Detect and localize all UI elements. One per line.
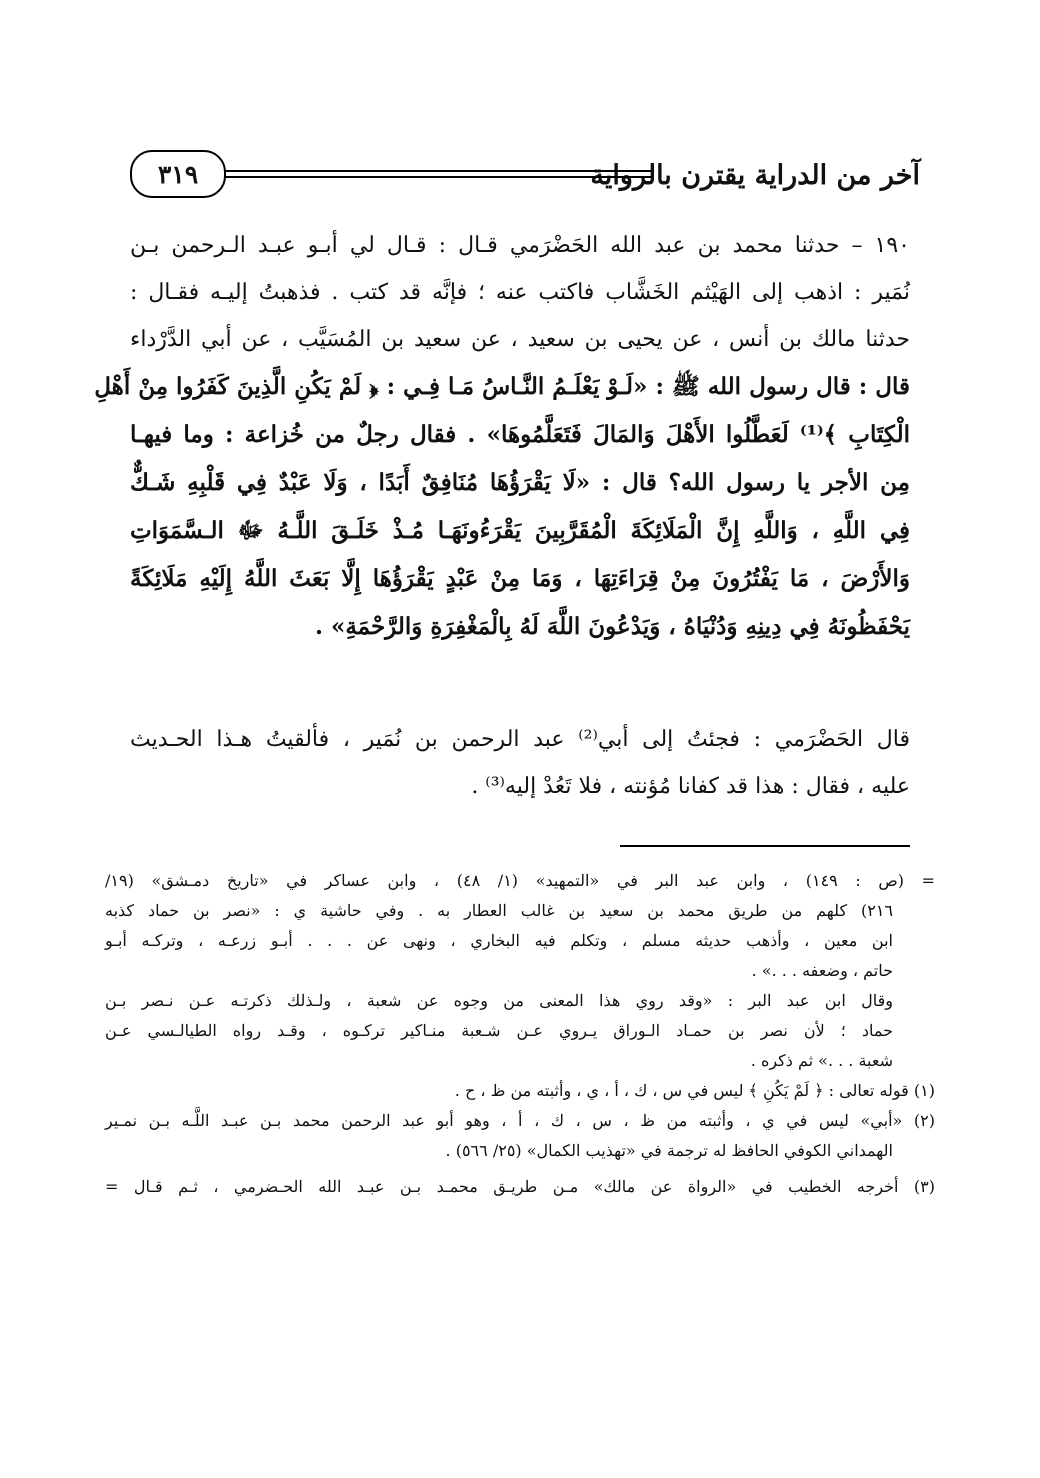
text-line: مِن الأجر يا رسول الله؟ قال : «لَا يَقْرَؤُهَا مُنَافِقٌ أَبَدًا ، وَلَا عَبْدٌ فِي قَلْبِهِ شَـكٌّ (130, 469, 910, 496)
page-header (120, 150, 920, 206)
text-line: قال الحَضْرَمي : فجئتُ إلى أبي⁽²⁾ عبد الرحمن بن نُمَير ، فألقيتُ هـذا الحـديث (130, 727, 910, 752)
hadith-text (94, 222, 910, 651)
text-line: يَحْفَظُونَهُ فِي دِينِهِ وَدُنْيَاهُ ، وَيَدْعُونَ اللَّهَ لَهُ بِالْمَغْفِرَةِ وَالرَّحْمَةِ» . (314, 613, 910, 640)
footnote-separator (620, 845, 910, 847)
text-line: قال : قال رسول الله ﷺ : «لَـوْ يَعْلَـمُ النَّـاسُ مَـا فِـي : ﴿ لَمْ يَكُنِ الَّذِينَ كَفَرُوا مِنْ أَهْلِ (94, 373, 910, 400)
footnote-2: (٢) «أبي» ليس في ي ، وأثبته من ظ ، س ، ك ، أ ، وهو أبو عبد الرحمن محمد بـن عبـد اللَّـه بـن نمـير (105, 1111, 935, 1130)
text-line: الْكِتَابِ ﴾⁽¹⁾ لَعَطَّلُوا الأَهْلَ وَالمَالَ فَتَعَلَّمُوهَا» . فقال رجلٌ من خُزاعة : وما فيهـا (130, 421, 910, 448)
footnote-line: حاتم ، وضعفه . . .» . (751, 961, 893, 980)
footnote-line: حماد ؛ لأن نصر بن حمـاد الـوراق يـروي عـن شـعبة منـاكير تركـوه ، وقـد رواه الطيالـسي عـن (105, 1021, 893, 1040)
footnote-line: شعبة . . .» ثم ذكره . (750, 1051, 893, 1070)
footnote-line: وقال ابن عبد البر : «وقد روي هذا المعنى من وجوه عن شعبة ، ولـذلك ذكرتـه عـن نـصر بـن (105, 991, 893, 1010)
footnote-1: (١) قوله تعالى : ﴿ لَمْ يَكُنِ ﴾ ليس في س ، ك ، أ ، ي ، وأثبته من ظ ، ح . (454, 1081, 935, 1100)
text-line: ١٩٠ – حدثنا محمد بن عبد الله الحَضْرَمي قـال : قـال لي أبـو عبـد الـرحمن بـن (130, 233, 910, 258)
footnote-line: الهمداني الكوفي الحافظ له ترجمة في «تهذيب الكمال» (٢٥/ ٥٦٦) . (445, 1141, 893, 1160)
text-line: وَالأَرْضَ ، مَا يَفْتُرُونَ مِنْ قِرَاءَتِهَا ، وَمَا مِنْ عَبْدٍ يَقْرَؤُهَا إِلَّا بَعَثَ اللَّهُ إِلَيْهِ مَلَائِكَةً (130, 565, 910, 592)
header-double-rule (216, 170, 652, 178)
footnotes (105, 866, 935, 1202)
text-line: عليه ، فقال : هذا قد كفانا مُؤنته ، فلا تَعُدْ إليه⁽³⁾ . (471, 774, 910, 799)
narrator-paragraph (130, 716, 910, 810)
text-line: نُمَير : اذهب إلى الهَيْثم الخَشَّاب فاكتب عنه ؛ فإنَّه قد كتب . فذهبتُ إليـه فقـال : (130, 280, 910, 305)
footnote-line: ٢١٦) كلهم من طريق محمد بن سعيد بن غالب العطار به . وفي حاشية ي : «نصر بن حماد كذبه (105, 901, 893, 920)
page-number: ٣١٩ (130, 150, 226, 198)
running-title: آخر من الدراية يقترن بالرواية (590, 160, 920, 191)
text-line: فِي اللَّهِ ، وَاللَّهِ إِنَّ الْمَلَائِكَةَ الْمُقَرَّبِينَ يَقْرَءُونَهَـا مُـذْ خَلَـقَ اللَّـهُ ﷻ الـسَّمَوَاتِ (130, 517, 910, 544)
text-line: حدثنا مالك بن أنس ، عن يحيى بن سعيد ، عن سعيد بن المُسَيَّب ، عن أبي الدَّرْداء (130, 327, 910, 352)
footnote-3: (٣) أخرجه الخطيب في «الرواة عن مالك» مـن طريـق محمـد بـن عبـد الله الحـضرمي ، ثـم قـال = (105, 1177, 935, 1196)
footnote-line: = (ص : ١٤٩) ، وابن عبد البر في «التمهيد» (١/ ٤٨) ، وابن عساكر في «تاريخ دمـشق» (١٩/ (105, 871, 936, 890)
footnote-line: ابن معين ، وأذهب حديثه مسلم ، وتكلم فيه البخاري ، ونهى عن . . . أبـو زرعـه ، وتركـه أبـو (105, 931, 894, 950)
